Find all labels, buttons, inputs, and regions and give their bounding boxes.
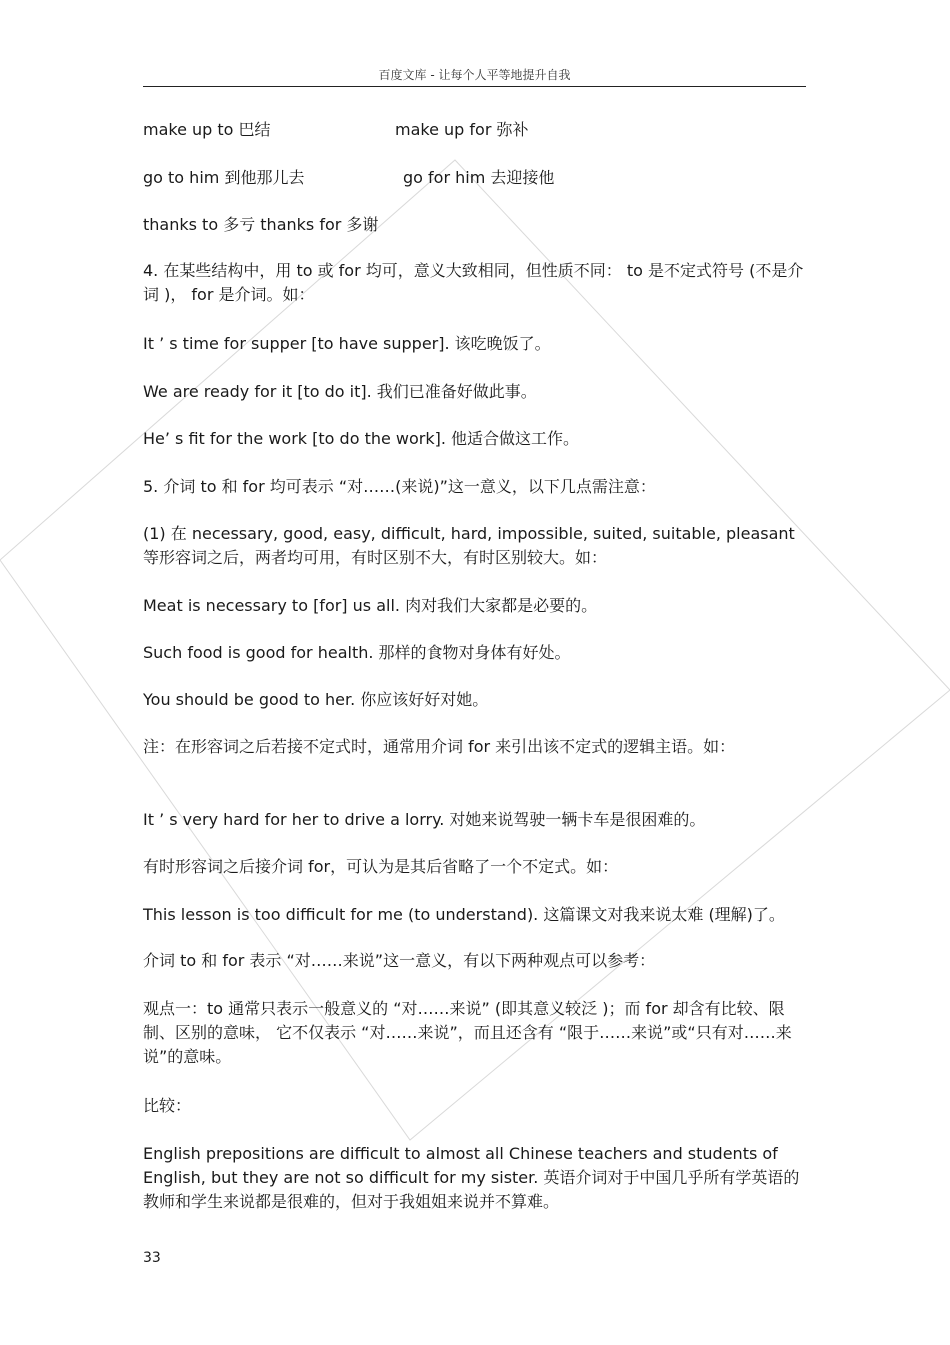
paragraph-4: 4. 在某些结构中，用 to 或 for 均可，意义大致相同，但性质不同： to 是不定式符号 (不是介词 )， for 是介词。如：: [143, 261, 804, 304]
phrase-make-up-to: make up to 巴结: [143, 120, 271, 139]
line-3: thanks to 多亏 thanks for 多谢: [143, 215, 379, 234]
example-meat: Meat is necessary to [for] us all. 肉对我们大家都是必要的。: [143, 596, 598, 615]
example-good-to-her: You should be good to her. 你应该好好对她。: [143, 690, 489, 709]
example-supper: It ’ s time for supper [to have supper]. 该吃晚饭了。: [143, 334, 551, 353]
page-header: 百度文库 - 让每个人平等地提升自我: [378, 68, 571, 82]
example-fit: He’ s fit for the work [to do the work]. 他适合做这工作。: [143, 429, 580, 448]
note-paragraph: 注：在形容词之后若接不定式时，通常用介词 for 来引出该不定式的逻辑主语。如：: [143, 737, 736, 756]
line-2: [143, 166, 806, 190]
line-1: [143, 118, 806, 142]
heading-compare: 比较：: [143, 1096, 192, 1115]
paragraph-5: 5. 介词 to 和 for 均可表示 “对……(来说)”这一意义，以下几点需注意：: [143, 477, 656, 496]
page-number: 33: [143, 1250, 161, 1266]
paragraph-two-views: 介词 to 和 for 表示 “对……来说”这一意义，有以下两种观点可以参考：: [143, 951, 656, 970]
paragraph-5-1: (1) 在 necessary, good, easy, difficult, hard, impossible, suited, suitable, pleasant 等形容词之后，两者均可用，有时区别不大，有时区别较大。如：: [143, 524, 795, 567]
example-lesson: This lesson is too difficult for me (to understand). 这篇课文对我来说太难 (理解)了。: [143, 905, 785, 924]
phrase-make-up-for: make up for 弥补: [395, 120, 529, 139]
paragraph-view-one: 观点一：to 通常只表示一般意义的 “对……来说” (即其意义较泛 )；而 for 却含有比较、限制、区别的意味， 它不仅表示 “对……来说”，而且还含有 “限于……来说”或“只有对……来说”的意味。: [143, 999, 792, 1066]
phrase-go-to-him: go to him 到他那儿去: [143, 168, 305, 187]
example-ready: We are ready for it [to do it]. 我们已准备好做此事。: [143, 382, 537, 401]
example-prepositions: English prepositions are difficult to almost all Chinese teachers and students of English, but they are not so difficult for my sister. 英语介词对于中国几乎所有学英语的教师和学生来说都是很难的，但对于我姐姐来说并不算难。: [143, 1144, 800, 1211]
example-food: Such food is good for health. 那样的食物对身体有好处。: [143, 643, 571, 662]
paragraph-omitted-infinitive: 有时形容词之后接介词 for，可认为是其后省略了一个不定式。如：: [143, 857, 619, 876]
example-lorry: It ’ s very hard for her to drive a lorry. 对她来说驾驶一辆卡车是很困难的。: [143, 810, 706, 829]
header-rule: [143, 86, 806, 87]
phrase-go-for-him: go for him 去迎接他: [403, 168, 555, 187]
